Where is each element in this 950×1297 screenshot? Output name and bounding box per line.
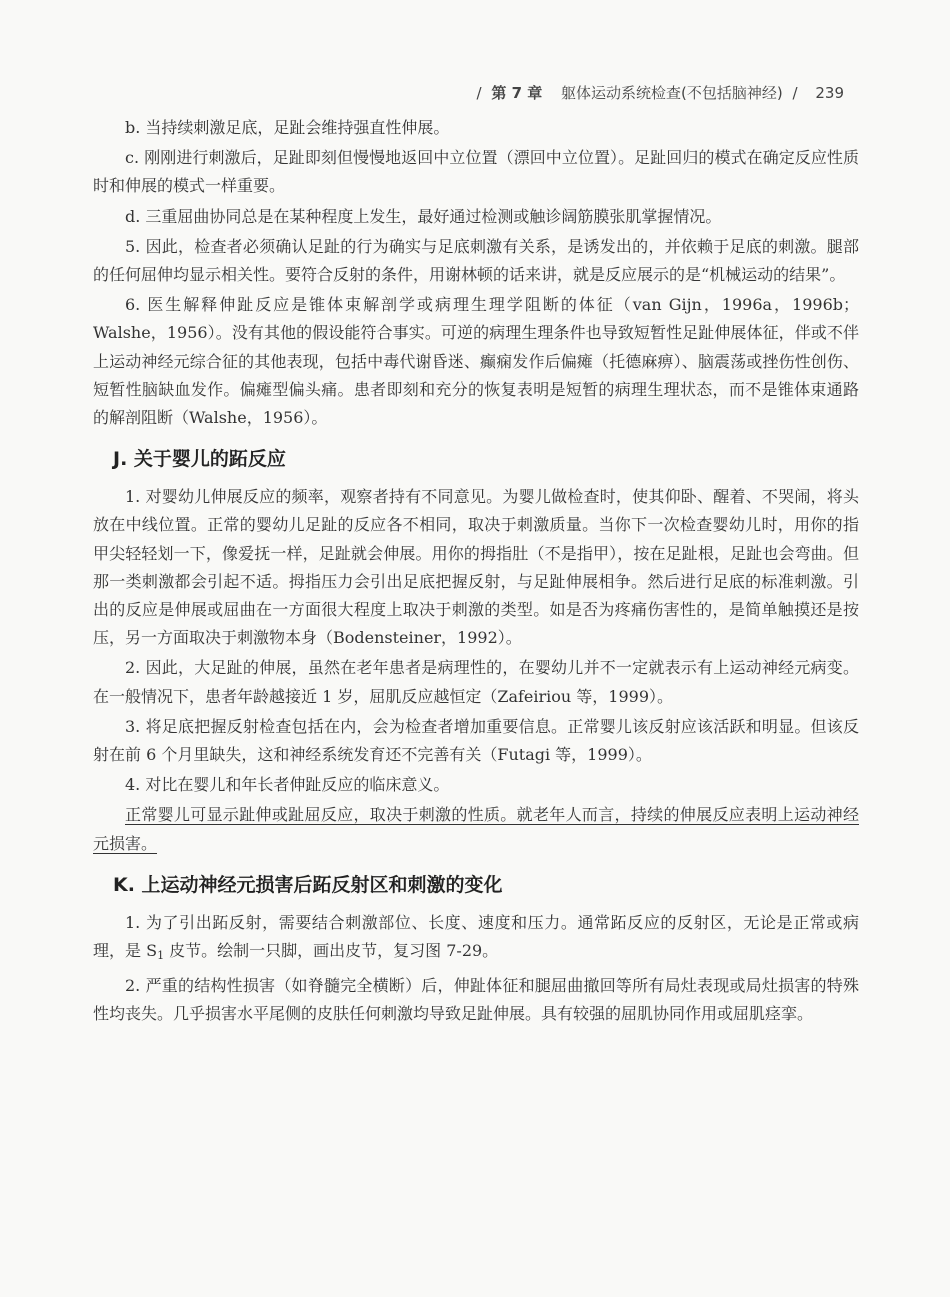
s-subscript: 1 [157, 949, 165, 963]
section-k-paragraph-2: 2. 严重的结构性损害（如脊髓完全横断）后，伸趾体征和腿屈曲撤回等所有局灶表现或局灶损害的特殊性均丧失。几乎损害水平尾侧的皮肤任何刺激均导致足趾伸展。具有较强的屈肌协同作用或屈肌痉挛。 [93, 976, 859, 1024]
section-j-heading: J. 关于婴儿的跖反应 [113, 448, 286, 471]
paragraph-b: b. 当持续刺激足底，足趾会维持强直性伸展。 [125, 118, 450, 137]
paragraph-5: 5. 因此，检查者必须确认足趾的行为确实与足底刺激有关系，是诱发出的，并依赖于足底的刺激。腿部的任何屈伸均显示相关性。要符合反射的条件，用谢林顿的话来讲，就是反应展示的是“机械运动的结果”。 [93, 236, 859, 285]
k1-text-before: 1. 为了引出跖反射，需要结合刺激部位、长度、速度和压力。通常跖反应的反射区，无论是正常或病理，是 [93, 912, 859, 961]
s-label: S [146, 941, 158, 961]
chapter-label: 第 7 章 [491, 84, 543, 102]
section-j-paragraph-3: 3. 将足底把握反射检查包括在内，会为检查者增加重要信息。正常婴儿该反射应该活跃和明显。但该反射在前 6 个月里缺失，这和神经系统发育还不完善有关（Futagi 等，1999）。 [93, 716, 859, 765]
k1-text-after: 皮节。绘制一只脚，画出皮节，复习图 7-29。 [164, 941, 499, 961]
body-text [93, 114, 859, 1031]
section-j-paragraph-1: 1. 对婴幼儿伸展反应的频率，观察者持有不同意见。为婴儿做检查时，使其仰卧、醒着、不哭闹，将头放在中线位置。正常的婴幼儿足趾的反应各不相同，取决于刺激质量。当你下一次检查婴幼儿时，用你的指甲尖轻轻划一下，像爱抚一样，足趾就会伸展。用你的拇指肚（不是指甲），按在足趾根，足趾也会弯曲。但那一类刺激都会引起不适。拇指压力会引出足底把握反射，与足趾伸展相争。然后进行足底的标准刺激。引出的反应是伸展或屈曲在一方面很大程度上取决于刺激的类型。如是否为疼痛伤害性的，是简单触摸还是按压，另一方面取决于刺激物本身（Bodensteiner，1992）。 [93, 487, 859, 648]
running-header [472, 82, 845, 103]
section-j-answer: 正常婴儿可显示趾伸或趾屈反应，取决于刺激的性质。就老年人而言，持续的伸展反应表明上运动神经元损害。 [93, 805, 859, 853]
header-slash: / [476, 84, 482, 102]
chapter-title: 躯体运动系统检查(不包括脑神经) [561, 84, 783, 102]
header-slash: / [792, 84, 798, 102]
page-number: 239 [815, 84, 844, 102]
paragraph-6: 6. 医生解释伸趾反应是锥体束解剖学或病理生理学阻断的体征（van Gijn，1996a，1996b；Walshe，1956）。没有其他的假设能符合事实。可逆的病理生理条件也导致短暂性足趾伸展体征，伴或不伴上运动神经元综合征的其他表现，包括中毒代谢昏迷、癫痫发作后偏瘫（托德麻痹）、脑震荡或挫伤性创伤、短暂性脑缺血发作。偏瘫型偏头痛。患者即刻和充分的恢复表明是短暂的病理生理状态，而不是锥体束通路的解剖阻断（Walshe，1956）。 [93, 295, 859, 428]
section-k-heading: K. 上运动神经元损害后跖反射区和刺激的变化 [113, 873, 503, 896]
section-k-paragraph-1 [93, 909, 859, 970]
section-j-paragraph-2: 2. 因此，大足趾的伸展，虽然在老年患者是病理性的，在婴幼儿并不一定就表示有上运动神经元病变。在一般情况下，患者年龄越接近 1 岁，屈肌反应越恒定（Zafeiriou 等，1999）。 [93, 658, 859, 706]
paragraph-c: c. 刚刚进行刺激后，足趾即刻但慢慢地返回中立位置（漂回中立位置）。足趾回归的模式在确定反应性质时和伸展的模式一样重要。 [93, 148, 859, 196]
paragraph-d: d. 三重屈曲协同总是在某种程度上发生，最好通过检测或触诊阔筋膜张肌掌握情况。 [125, 206, 722, 226]
section-j-paragraph-4: 4. 对比在婴儿和年长者伸趾反应的临床意义。 [125, 775, 450, 795]
